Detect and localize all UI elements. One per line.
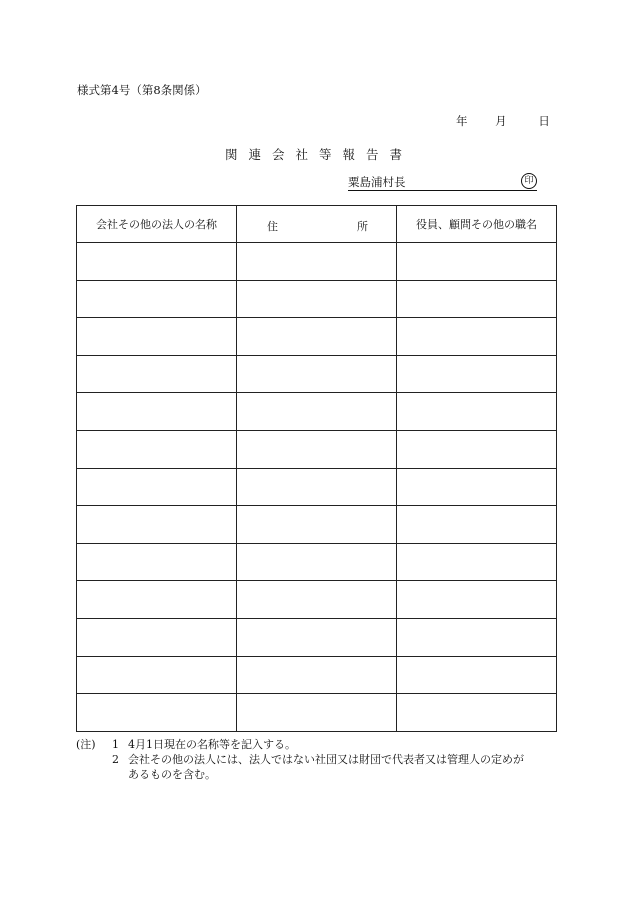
header-address-part2: 所 <box>357 220 368 233</box>
table-row <box>77 318 557 356</box>
table-body <box>77 243 557 732</box>
date-day-label: 日 <box>538 114 550 128</box>
position-cell[interactable] <box>397 430 557 468</box>
note-item-2 <box>76 752 558 767</box>
position-cell[interactable] <box>397 506 557 544</box>
report-table <box>76 205 557 732</box>
header-company-name: 会社その他の法人の名称 <box>77 206 237 243</box>
notes-label: (注) <box>76 738 96 751</box>
company-name-cell[interactable] <box>77 618 237 656</box>
company-name-cell[interactable] <box>77 318 237 356</box>
company-name-cell[interactable] <box>77 430 237 468</box>
address-cell[interactable] <box>237 468 397 506</box>
date-line <box>456 113 550 129</box>
table-row <box>77 280 557 318</box>
date-month-label: 月 <box>495 114 507 128</box>
address-cell[interactable] <box>237 280 397 318</box>
position-cell[interactable] <box>397 243 557 281</box>
position-cell[interactable] <box>397 581 557 619</box>
note-text: 会社その他の法人には、法人ではない社団又は財団で代表者又は管理人の定めが <box>128 753 524 766</box>
company-name-cell[interactable] <box>77 280 237 318</box>
company-name-cell[interactable] <box>77 581 237 619</box>
table-row <box>77 543 557 581</box>
table-row <box>77 468 557 506</box>
address-cell[interactable] <box>237 506 397 544</box>
address-cell[interactable] <box>237 543 397 581</box>
date-year-label: 年 <box>456 114 468 128</box>
company-name-cell[interactable] <box>77 243 237 281</box>
position-cell[interactable] <box>397 280 557 318</box>
table-row <box>77 656 557 694</box>
table-row <box>77 506 557 544</box>
note-number: 2 <box>112 753 119 766</box>
address-cell[interactable] <box>237 430 397 468</box>
company-name-cell[interactable] <box>77 694 237 732</box>
position-cell[interactable] <box>397 656 557 694</box>
company-name-cell[interactable] <box>77 543 237 581</box>
header-position: 役員、顧問その他の職名 <box>397 206 557 243</box>
table-row <box>77 618 557 656</box>
address-cell[interactable] <box>237 318 397 356</box>
position-cell[interactable] <box>397 618 557 656</box>
table-header-row <box>77 206 557 243</box>
position-cell[interactable] <box>397 318 557 356</box>
company-name-cell[interactable] <box>77 656 237 694</box>
position-cell[interactable] <box>397 694 557 732</box>
address-cell[interactable] <box>237 618 397 656</box>
table-row <box>77 243 557 281</box>
header-address-part1: 住 <box>267 220 278 233</box>
position-cell[interactable] <box>397 543 557 581</box>
table-row <box>77 694 557 732</box>
company-name-cell[interactable] <box>77 468 237 506</box>
position-cell[interactable] <box>397 468 557 506</box>
signer-line <box>348 174 537 191</box>
note-item-2-continuation: あるものを含む。 <box>128 768 216 781</box>
address-cell[interactable] <box>237 581 397 619</box>
note-number: 1 <box>112 738 119 751</box>
notes <box>76 737 558 782</box>
address-cell[interactable] <box>237 243 397 281</box>
table-row <box>77 393 557 431</box>
table-row <box>77 355 557 393</box>
position-cell[interactable] <box>397 355 557 393</box>
table-row <box>77 581 557 619</box>
company-name-cell[interactable] <box>77 355 237 393</box>
signer-name: 粟島浦村長 <box>348 175 406 189</box>
header-address <box>237 206 397 243</box>
address-cell[interactable] <box>237 656 397 694</box>
address-cell[interactable] <box>237 355 397 393</box>
address-cell[interactable] <box>237 393 397 431</box>
position-cell[interactable] <box>397 393 557 431</box>
page-title: 関連会社等報告書 <box>224 147 413 162</box>
note-item-1 <box>76 737 558 752</box>
table-row <box>77 430 557 468</box>
company-name-cell[interactable] <box>77 506 237 544</box>
company-name-cell[interactable] <box>77 393 237 431</box>
address-cell[interactable] <box>237 694 397 732</box>
form-number: 様式第4号（第8条関係） <box>77 83 207 97</box>
seal-mark: 印 <box>521 173 537 189</box>
note-text: 4月1日現在の名称等を記入する。 <box>128 738 296 751</box>
